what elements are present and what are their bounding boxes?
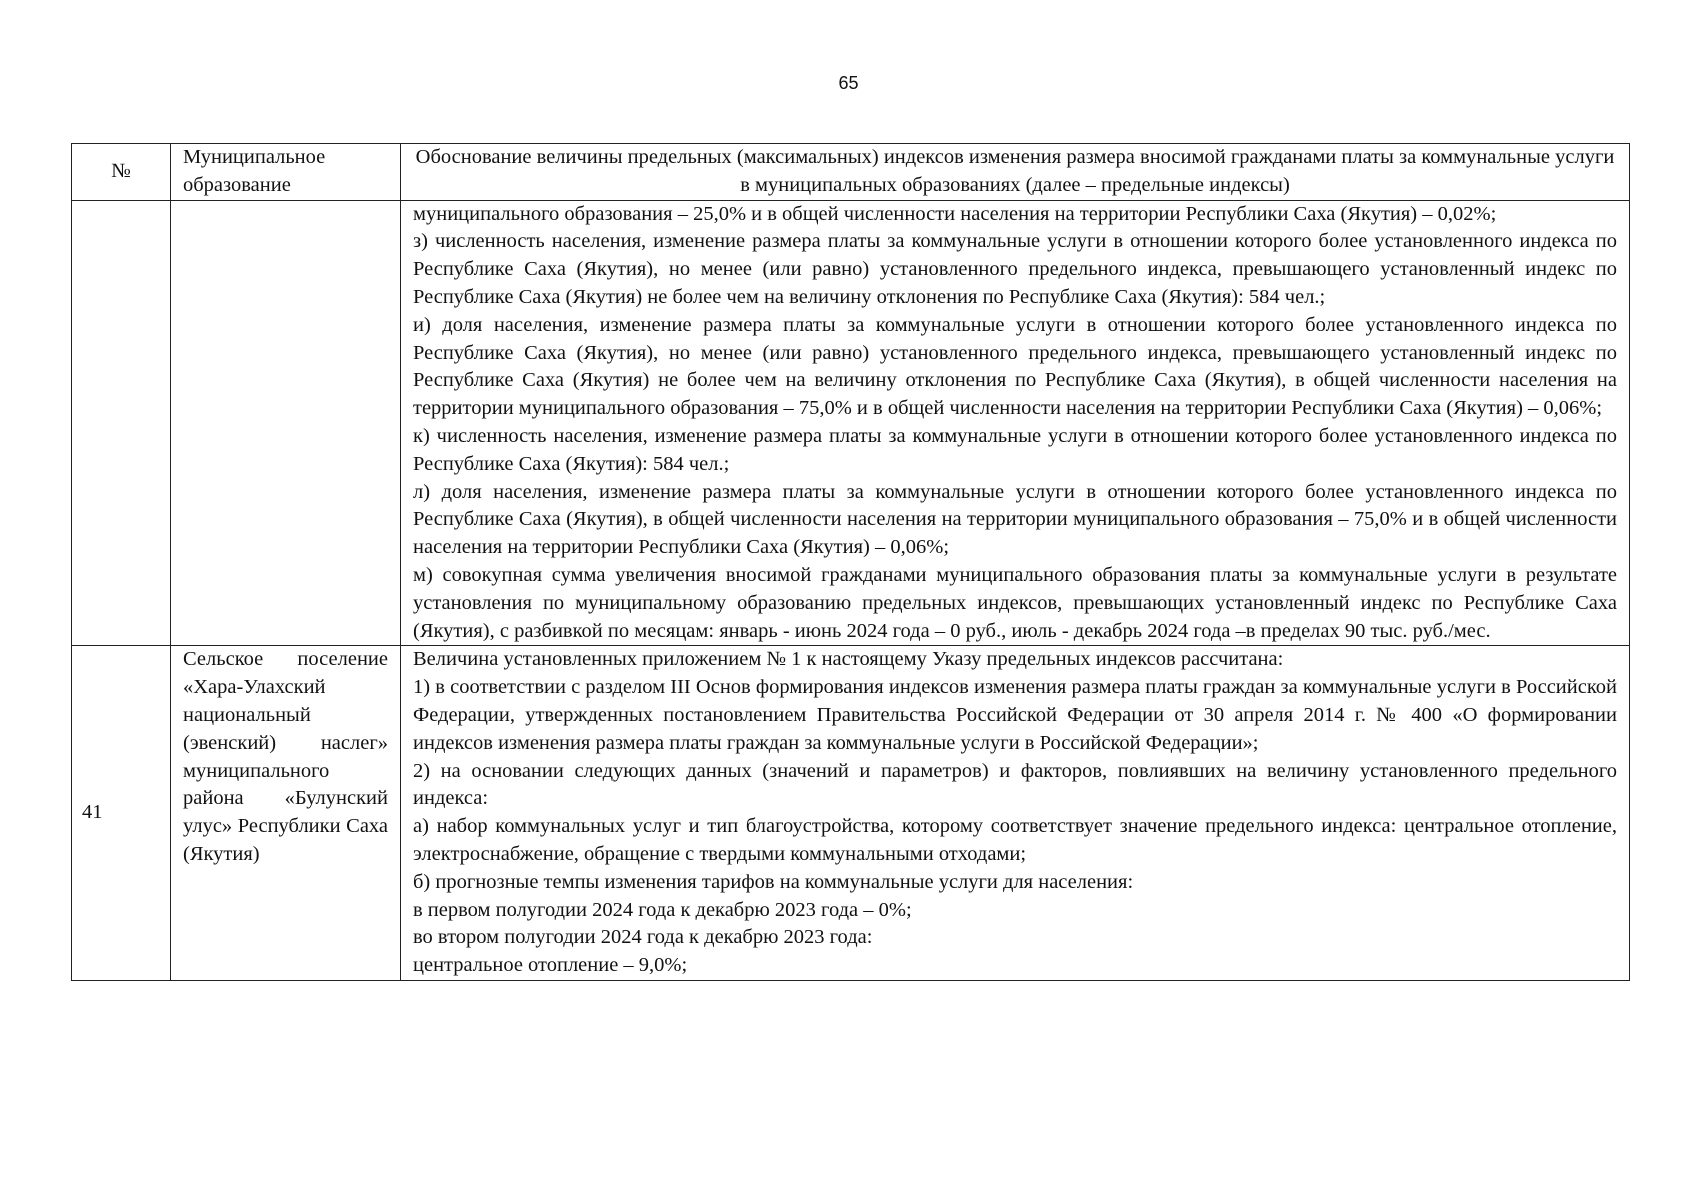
indices-justification-table — [71, 143, 1630, 981]
header-number: № — [72, 144, 171, 201]
table-row — [72, 200, 1630, 646]
justification-paragraph: центральное отопление – 9,0%; — [413, 954, 688, 977]
justification-paragraph: муниципального образования – 25,0% и в общей численности населения на территории Республики Саха (Якутия) – 0,02%; — [413, 202, 1497, 225]
row-number: 41 — [72, 646, 171, 981]
justification-paragraph: во втором полугодии 2024 года к декабрю 2023 года: — [413, 926, 873, 949]
justification-paragraph: и) доля населения, изменение размера платы за коммунальные услуги в отношении которого более установленного индекса по Республике Саха (Якутия), но менее (или равно) установленного предельного индекса, превышающего установленный индекс по Республике Саха (Якутия) не более чем на величину отклонения по Республике Саха (Якутия), в общей численности населения на территории муниципального образования – 75,0% и в общей численности населения на территории Республики Саха (Якутия) – 0,06%; — [413, 313, 1617, 420]
justification-paragraph: м) совокупная сумма увеличения вносимой гражданами муниципального образования платы за коммунальные услуги в результате установления по муниципальному образованию предельных индексов, превышающих установленный индекс по Республике Саха (Якутия), с разбивкой по месяцам: январь - июнь 2024 года – 0 руб., июль - декабрь 2024 года –в пределах 90 тыс. руб./мес. — [413, 563, 1617, 642]
table-row — [72, 646, 1630, 981]
header-justification: Обоснование величины предельных (максимальных) индексов изменения размера вносимой гражданами платы за коммунальные услуги в муниципальных образованиях (далее – предельные индексы) — [401, 144, 1630, 201]
justification-paragraph: а) набор коммунальных услуг и тип благоустройства, которому соответствует значение предельного индекса: центральное отопление, электроснабжение, обращение с твердыми коммунальными отходами; — [413, 815, 1617, 865]
justification-paragraph: к) численность населения, изменение размера платы за коммунальные услуги в отношении которого более установленного индекса по Республике Саха (Якутия): 584 чел.; — [413, 424, 1617, 475]
justification-paragraph: 2) на основании следующих данных (значений и параметров) и факторов, повлиявших на величину установленного предельного индекса: — [413, 759, 1617, 810]
justification-cell — [401, 646, 1630, 981]
justification-paragraph: Величина установленных приложением № 1 к настоящему Указу предельных индексов рассчитана: — [413, 648, 1284, 671]
table-header-row — [72, 144, 1630, 201]
justification-paragraph: л) доля населения, изменение размера платы за коммунальные услуги в отношении которого более установленного индекса по Республике Саха (Якутия), в общей численности населения на территории муниципального образования – 75,0% и в общей численности населения на территории Республики Саха (Якутия) – 0,06%; — [413, 480, 1617, 559]
justification-paragraph: в первом полугодии 2024 года к декабрю 2023 года – 0%; — [413, 898, 912, 921]
header-municipality: Муниципальное образование — [171, 144, 401, 201]
justification-paragraph: з) численность населения, изменение размера платы за коммунальные услуги в отношении которого более установленного индекса по Республике Саха (Якутия), но менее (или равно) установленного предельного индекса, превышающего установленный индекс по Республике Саха (Якутия) не более чем на величину отклонения по Республике Саха (Якутия): 584 чел.; — [413, 230, 1617, 308]
justification-paragraph: б) прогнозные темпы изменения тарифов на коммунальные услуги для населения: — [413, 870, 1134, 893]
justification-paragraph: 1) в соответствии с разделом III Основ формирования индексов изменения размера платы граждан за коммунальные услуги в Российской Федерации, утвержденных постановлением Правительства Российской Федерации от 30 апреля 2014 г. № 400 «О формировании индексов изменения размера платы граждан за коммунальные услуги в Российской Федерации»; — [413, 676, 1617, 754]
page-number: 65 — [838, 73, 859, 93]
municipality-cell: Сельское поселение «Хара-Улахский национальный (эвенский) наслег» муниципального района «Булунский улус» Республики Саха (Якутия) — [171, 646, 401, 981]
municipality-cell — [171, 200, 401, 646]
justification-cell — [401, 200, 1630, 646]
row-number — [72, 200, 171, 646]
